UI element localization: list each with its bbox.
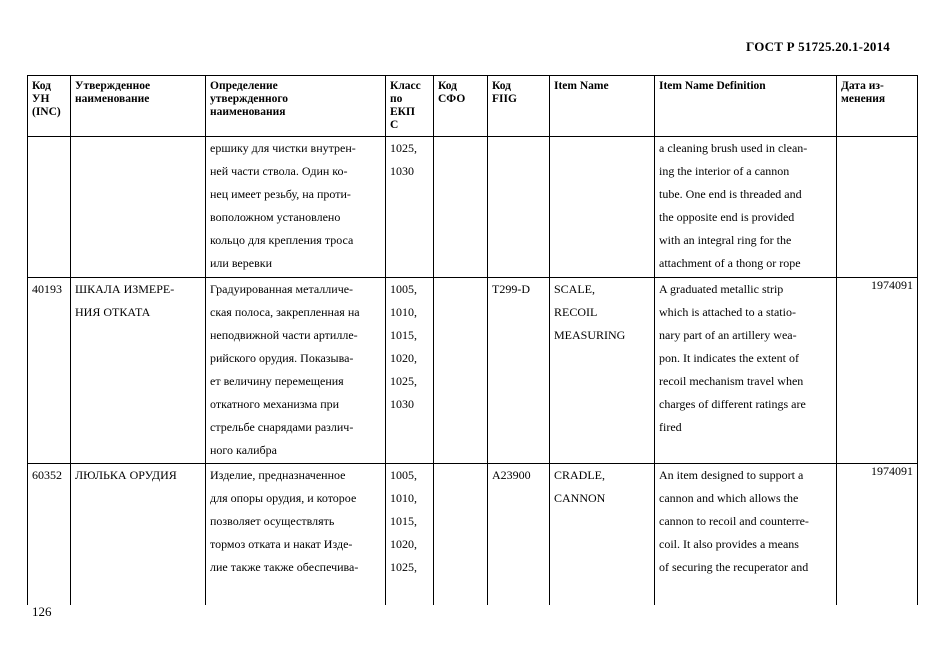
cell-line: кольцо для крепления троса (210, 233, 354, 247)
cell-line: тормоз отката и накат Изде- (210, 537, 353, 551)
cell-line: ного калибра (210, 443, 277, 457)
cell-line: tube. One end is threaded and (659, 187, 802, 201)
header-line: Item Name (554, 80, 609, 92)
header-line: Код (492, 80, 512, 92)
header-line: наименования (210, 106, 286, 118)
cell-line: 1005, (390, 282, 417, 296)
table-row (28, 278, 918, 464)
cell-class (386, 464, 434, 605)
cell-item-name (550, 137, 655, 278)
header-line: Утвержденное (75, 80, 151, 92)
cell-line: 1025, (390, 141, 417, 155)
cell-approved-name (71, 137, 206, 278)
cell-line: An item designed to support a (659, 468, 804, 482)
cell-line: ершику для чистки внутрен- (210, 141, 356, 155)
cell-line: ЛЮЛЬКА ОРУДИЯ (75, 468, 177, 482)
table-header-row (28, 76, 918, 137)
header-line: Определение (210, 80, 278, 92)
cell-line: A23900 (492, 468, 531, 482)
header-change-date (837, 76, 918, 137)
cell-line: charges of different ratings are (659, 397, 806, 411)
header-line: (INC) (32, 106, 61, 118)
document-header: ГОСТ Р 51725.20.1-2014 (746, 39, 890, 54)
cell-item-name (550, 464, 655, 605)
header-line: С (390, 119, 399, 131)
table-row (28, 464, 918, 605)
page-number: 126 (32, 604, 52, 619)
cell-line: cannon and which allows the (659, 491, 799, 505)
cell-line: 40193 (32, 282, 62, 296)
cell-line: ская полоса, закрепленная на (210, 305, 360, 319)
header-line: СФО (438, 93, 466, 105)
cell-line: 1015, (390, 514, 417, 528)
cell-line: НИЯ ОТКАТА (75, 305, 151, 319)
cell-sfo (434, 464, 488, 605)
cell-line: nary part of an artillery wea- (659, 328, 797, 342)
cell-line: which is attached to a statio- (659, 305, 796, 319)
cell-line: ет величину перемещения (210, 374, 344, 388)
header-line: менения (841, 93, 886, 105)
cell-line: attachment of a thong or rope (659, 256, 801, 270)
cell-line: of securing the recuperator and (659, 560, 809, 574)
header-line: УН (32, 93, 50, 105)
header-item-definition (655, 76, 837, 137)
cell-line: 1974091 (871, 464, 913, 478)
header-sfo (434, 76, 488, 137)
header-line: Код (438, 80, 458, 92)
cell-line: 60352 (32, 468, 62, 482)
cell-line: стрельбе снарядами различ- (210, 420, 354, 434)
cell-line: fired (659, 420, 682, 434)
header-line: Класс (390, 80, 421, 92)
header-line: Дата из- (841, 80, 884, 92)
cell-definition (206, 278, 386, 464)
cell-line: coil. It also provides a means (659, 537, 799, 551)
cell-definition (206, 137, 386, 278)
cell-inc (28, 278, 71, 464)
table-row (28, 137, 918, 278)
cell-definition (206, 464, 386, 605)
cell-line: ней части ствола. Один ко- (210, 164, 348, 178)
header-approved-name (71, 76, 206, 137)
cell-line: recoil mechanism travel when (659, 374, 804, 388)
cell-line: CANNON (554, 491, 606, 505)
cell-sfo (434, 137, 488, 278)
cell-line: для опоры орудия, и которое (210, 491, 357, 505)
cell-line: позволяет осуществлять (210, 514, 335, 528)
cell-line: 1005, (390, 468, 417, 482)
cell-item-definition (655, 137, 837, 278)
cell-class (386, 137, 434, 278)
cell-line: лие также также обеспечива- (210, 560, 359, 574)
cell-line: воположном установлено (210, 210, 341, 224)
cell-line: a cleaning brush used in clean- (659, 141, 808, 155)
cell-line: Градуированная металличе- (210, 282, 354, 296)
catalog-table (27, 75, 918, 605)
header-definition (206, 76, 386, 137)
cell-item-name (550, 278, 655, 464)
cell-line: 1015, (390, 328, 417, 342)
header-line: FIIG (492, 93, 517, 105)
cell-line: 1020, (390, 537, 417, 551)
cell-sfo (434, 278, 488, 464)
cell-line: the opposite end is provided (659, 210, 795, 224)
header-line: ЕКП (390, 106, 415, 118)
table-body (28, 137, 918, 605)
cell-line: 1974091 (871, 278, 913, 292)
cell-fiig (488, 278, 550, 464)
cell-line: RECOIL (554, 305, 598, 319)
cell-fiig (488, 464, 550, 605)
cell-fiig (488, 137, 550, 278)
header-inc (28, 76, 71, 137)
cell-line: Изделие, предназначенное (210, 468, 346, 482)
cell-line: неподвижной части артилле- (210, 328, 358, 342)
cell-change-date (837, 464, 918, 605)
cell-line: откатного механизма при (210, 397, 340, 411)
cell-inc (28, 137, 71, 278)
cell-class (386, 278, 434, 464)
cell-item-definition (655, 278, 837, 464)
cell-item-definition (655, 464, 837, 605)
cell-line: 1025, (390, 374, 417, 388)
header-line: Код (32, 80, 52, 92)
cell-line: A graduated metallic strip (659, 282, 784, 296)
cell-line: 1030 (390, 164, 414, 178)
header-class (386, 76, 434, 137)
cell-line: cannon to recoil and counterre- (659, 514, 809, 528)
cell-line: ШКАЛА ИЗМЕРЕ- (75, 282, 175, 296)
header-line: наименование (75, 93, 150, 105)
cell-line: pon. It indicates the extent of (659, 351, 799, 365)
cell-line: 1010, (390, 491, 417, 505)
cell-approved-name (71, 464, 206, 605)
cell-change-date (837, 278, 918, 464)
header-item-name (550, 76, 655, 137)
header-line: Item Name Definition (659, 80, 766, 92)
header-line: утвержденного (210, 93, 289, 105)
cell-line: 1020, (390, 351, 417, 365)
cell-line: 1025, (390, 560, 417, 574)
cell-line: ing the interior of a cannon (659, 164, 790, 178)
cell-line: 1030 (390, 397, 414, 411)
header-line: по (390, 93, 403, 105)
cell-line: with an integral ring for the (659, 233, 792, 247)
header-fiig (488, 76, 550, 137)
cell-line: 1010, (390, 305, 417, 319)
cell-line: нец имеет резьбу, на проти- (210, 187, 351, 201)
cell-inc (28, 464, 71, 605)
cell-line: рийского орудия. Показыва- (210, 351, 354, 365)
cell-line: CRADLE, (554, 468, 605, 482)
cell-line: T299-D (492, 282, 530, 296)
cell-change-date (837, 137, 918, 278)
cell-approved-name (71, 278, 206, 464)
cell-line: или веревки (210, 256, 272, 270)
cell-line: MEASURING (554, 328, 626, 342)
cell-line: SCALE, (554, 282, 596, 296)
